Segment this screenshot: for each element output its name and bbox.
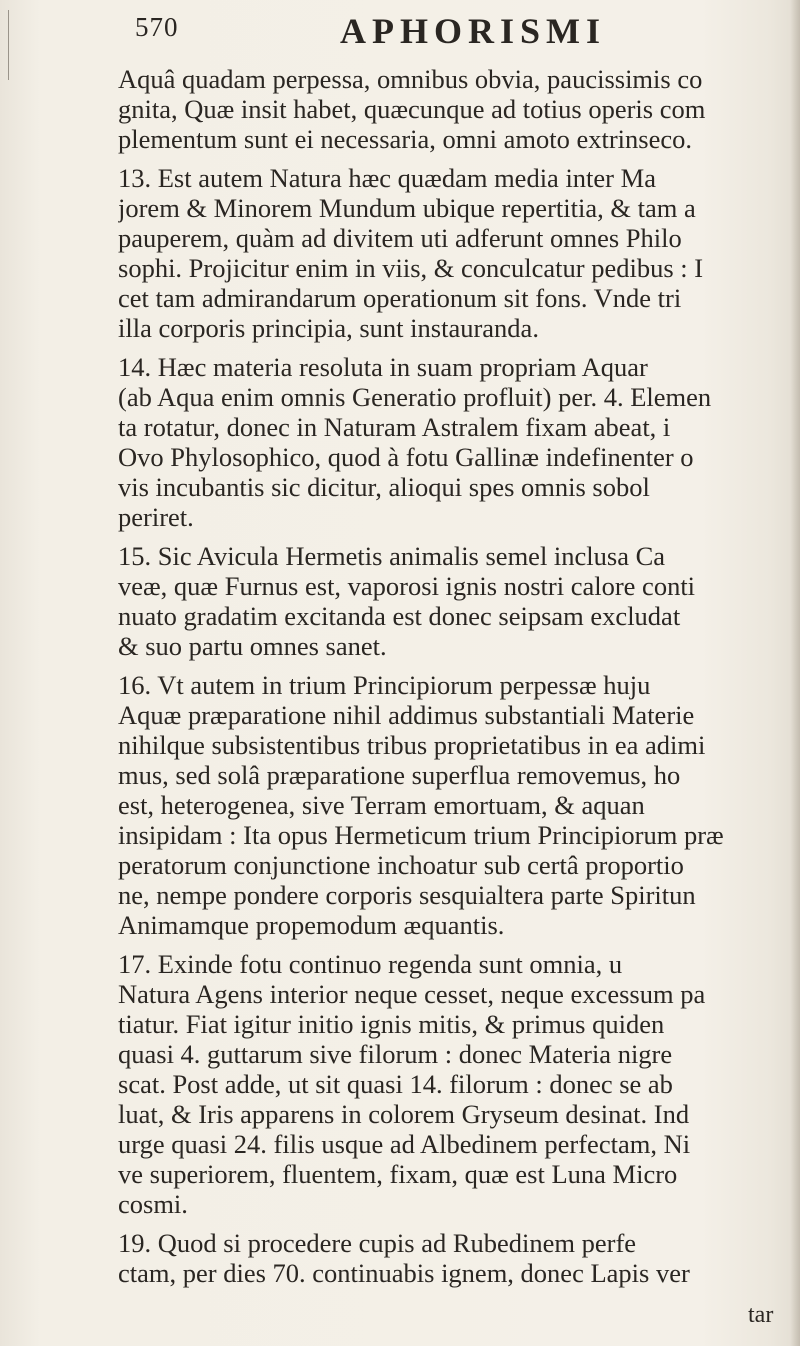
- text-line: ve superiorem, fluentem, fixam, quæ est Luna Micro: [118, 1159, 678, 1189]
- text-line: insipidam : Ita opus Hermeticum trium Principiorum præ: [118, 820, 724, 850]
- text-line: quasi 4. guttarum sive filorum : donec Materia nigre: [118, 1039, 673, 1069]
- text-line: Natura Agens interior neque cesset, neque excessum pa: [118, 979, 706, 1009]
- gutter-mark: [8, 10, 25, 80]
- text-line: ta rotatur, donec in Naturam Astralem fixam abeat, i: [118, 412, 671, 442]
- paragraph: [118, 670, 798, 940]
- text-line: Animamque propemodum æquantis.: [118, 910, 505, 940]
- text-line: (ab Aqua enim omnis Generatio profluit) per. 4. Elemen: [118, 382, 712, 412]
- text-line: mus, sed solâ præparatione superflua removemus, ho: [118, 760, 681, 790]
- text-line: ne, nempe pondere corporis sesquialtera parte Spiritun: [118, 880, 696, 910]
- text-line: urge quasi 24. filis usque ad Albedinem perfectam, Ni: [118, 1129, 691, 1159]
- text-line: periret.: [118, 502, 194, 532]
- page-edge: [790, 0, 800, 1346]
- text-line: 15. Sic Avicula Hermetis animalis semel inclusa Ca: [118, 541, 666, 571]
- text-line: illa corporis principia, sunt instauranda.: [118, 313, 539, 343]
- paragraph: [118, 1228, 798, 1288]
- text-line: peratorum conjunctione inchoatur sub certâ proportio: [118, 850, 684, 880]
- catchword: tar: [748, 1302, 774, 1328]
- text-line: 17. Exinde fotu continuo regenda sunt omnia, u: [118, 949, 623, 979]
- paragraph: [118, 64, 798, 154]
- text-line: tiatur. Fiat igitur initio ignis mitis, & primus quiden: [118, 1009, 665, 1039]
- page-number: 570: [135, 12, 179, 42]
- text-line: luat, & Iris apparens in colorem Gryseum desinat. Ind: [118, 1099, 690, 1129]
- text-line: cosmi.: [118, 1189, 188, 1219]
- paragraph: [118, 163, 798, 343]
- text-line: Ovo Phylosophico, quod à fotu Gallinæ indefinenter o: [118, 442, 694, 472]
- text-line: veæ, quæ Furnus est, vaporosi ignis nostri calore conti: [118, 571, 696, 601]
- text-line: & suo partu omnes sanet.: [118, 631, 387, 661]
- text-line: Aquæ præparatione nihil addimus substantiali Materie: [118, 700, 695, 730]
- text-line: nihilque subsistentibus tribus proprietatibus in ea adimi: [118, 730, 706, 760]
- text-line: scat. Post adde, ut sit quasi 14. filorum : donec se ab: [118, 1069, 673, 1099]
- page-header: [135, 8, 775, 58]
- paragraph: [118, 541, 798, 661]
- text-line: nuato gradatim excitanda est donec seipsam excludat: [118, 601, 681, 631]
- text-line: est, heterogenea, sive Terram emortuam, & aquan: [118, 790, 645, 820]
- text-line: vis incubantis sic dicitur, alioqui spes omnis sobol: [118, 472, 650, 502]
- text-line: 19. Quod si procedere cupis ad Rubedinem perfe: [118, 1228, 637, 1258]
- text-line: Aquâ quadam perpessa, omnibus obvia, paucissimis co: [118, 64, 703, 94]
- paragraph: [118, 352, 798, 532]
- text-line: sophi. Projicitur enim in viis, & conculcatur pedibus : I: [118, 253, 704, 283]
- text-line: 13. Est autem Natura hæc quædam media inter Ma: [118, 163, 656, 193]
- text-line: 14. Hæc materia resoluta in suam propriam Aquar: [118, 352, 648, 382]
- text-line: 16. Vt autem in trium Principiorum perpessæ huju: [118, 670, 651, 700]
- text-line: cet tam admirandarum operationum sit fons. Vnde tri: [118, 283, 682, 313]
- text-line: ctam, per dies 70. continuabis ignem, donec Lapis ver: [118, 1258, 690, 1288]
- paragraph: [118, 949, 798, 1219]
- running-title: APHORISMI: [340, 11, 607, 51]
- text-line: pauperem, quàm ad divitem uti adferunt omnes Philo: [118, 223, 682, 253]
- text-line: plementum sunt ei necessaria, omni amoto extrinseco.: [118, 124, 693, 154]
- text-line: jorem & Minorem Mundum ubique repertitia, & tam a: [118, 193, 696, 223]
- text-line: gnita, Quæ insit habet, quæcunque ad totius operis com: [118, 94, 706, 124]
- body-text: [118, 64, 798, 1334]
